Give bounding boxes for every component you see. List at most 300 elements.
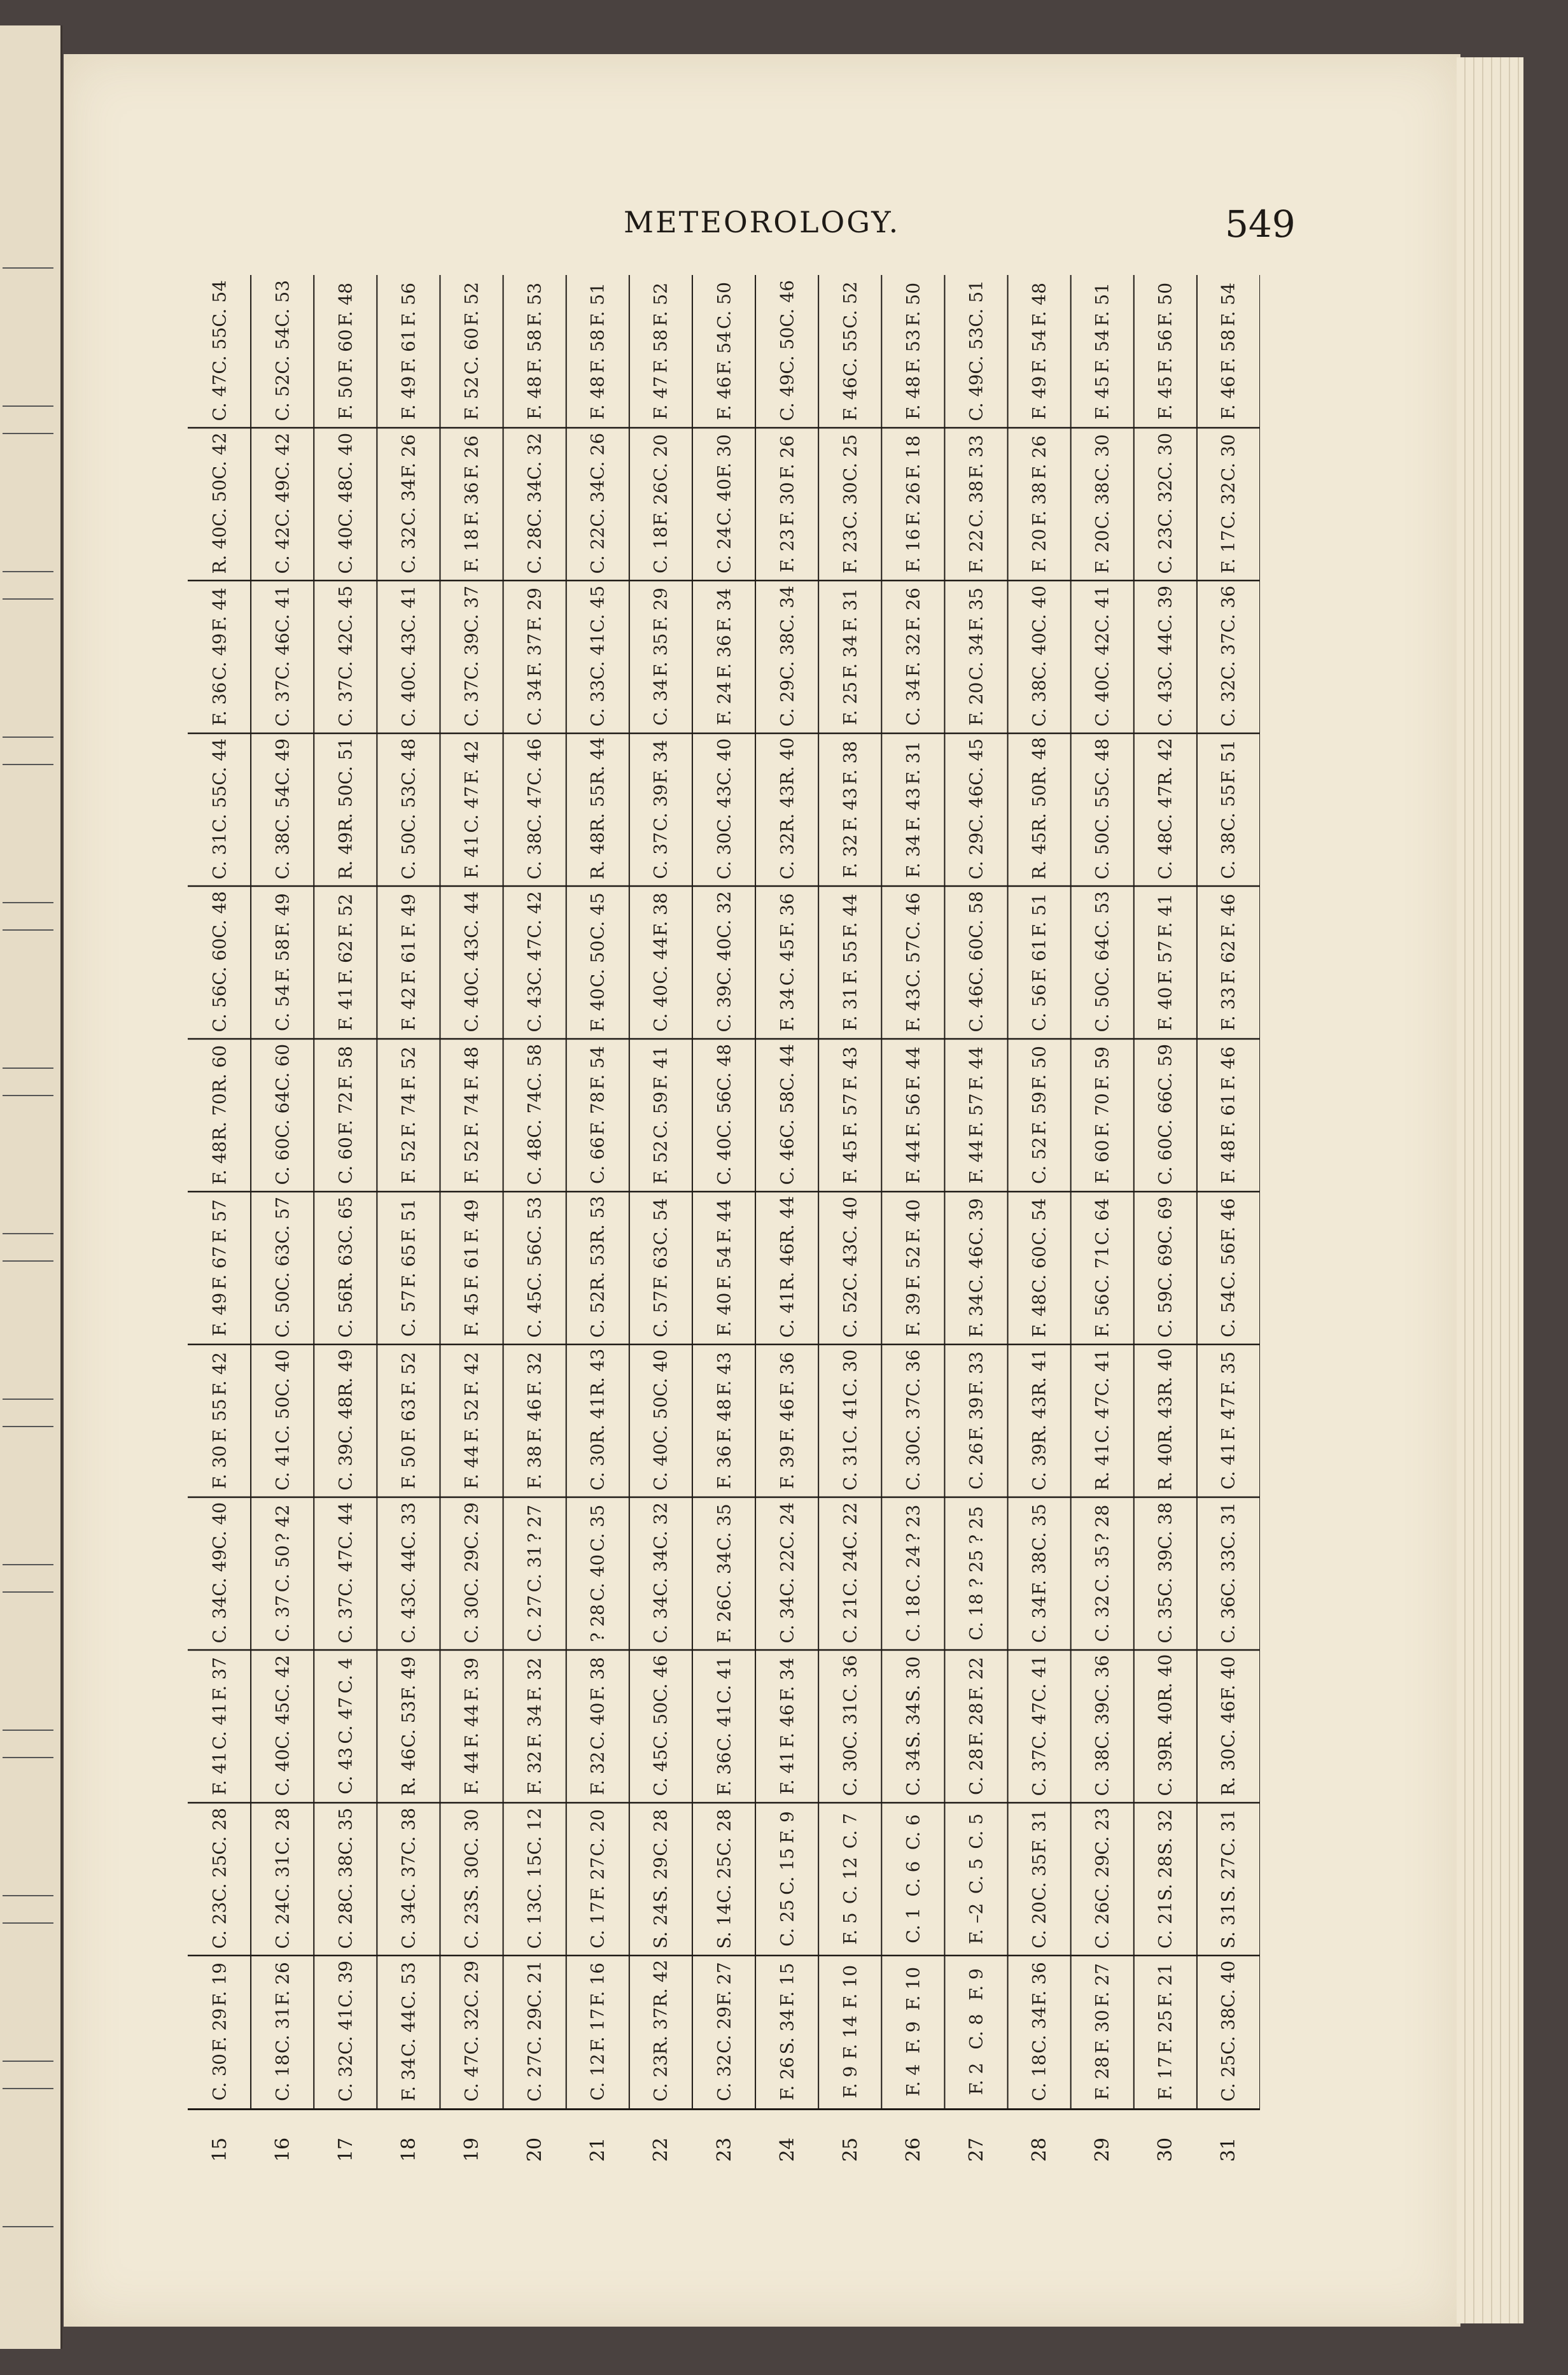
- reading-entry: C. 54: [1028, 1198, 1050, 1246]
- reading-entry: F. 60: [1091, 1140, 1113, 1184]
- reading-entry: C. 46: [965, 786, 987, 833]
- table-cell: [947, 1504, 1005, 1644]
- table-cell: [316, 1198, 374, 1338]
- reading-entry: C. 35: [587, 1505, 608, 1553]
- reading-entry: F. 44: [461, 1446, 482, 1490]
- page-title: METEOROLOGY.: [624, 205, 900, 239]
- reading-entry: F. 30: [713, 434, 734, 479]
- table-cell: [821, 434, 879, 574]
- reading-entry: R. 40: [1154, 1443, 1176, 1491]
- reading-entry: F. 44: [461, 1704, 482, 1749]
- reading-entry: C. 51: [335, 738, 356, 785]
- reading-entry: R. 43: [776, 785, 798, 833]
- reading-entry: C. 38: [335, 1855, 356, 1903]
- table-cell: [884, 1656, 942, 1796]
- reading-entry: C. 42: [272, 527, 293, 574]
- reading-entry: C. 56: [209, 985, 230, 1032]
- reading-entry: F. 60: [335, 329, 356, 374]
- reading-entry: F. 40: [902, 1199, 924, 1243]
- reading-entry: F. 51: [1091, 283, 1113, 327]
- table-cell: [190, 1198, 248, 1338]
- reading-entry: F. 34: [650, 740, 671, 784]
- reading-entry: C. 25: [839, 434, 861, 482]
- reading-entry: F. 47: [1217, 1397, 1239, 1441]
- table-cell: [1200, 740, 1257, 880]
- reading-entry: F. 48: [461, 1047, 482, 1090]
- table-cell: [821, 1656, 879, 1796]
- reading-entry: C. 40: [1028, 633, 1050, 680]
- reading-entry: F. 65: [398, 1244, 419, 1288]
- reading-entry: F. 28: [1091, 2057, 1113, 2101]
- reading-entry: F. 51: [587, 283, 608, 327]
- reading-entry: C. 42: [524, 891, 545, 939]
- reading-entry: C. 43: [713, 786, 734, 833]
- reading-entry: F. 27: [1091, 1963, 1113, 2007]
- reading-entry: F. 41: [461, 835, 482, 879]
- reading-entry: F. 23: [839, 530, 861, 574]
- reading-entry: C. 32: [1217, 680, 1239, 727]
- reading-entry: F. 46: [776, 1399, 798, 1443]
- reading-entry: F. 39: [776, 1446, 798, 1490]
- reading-entry: F. 33: [1217, 987, 1239, 1031]
- reading-entry: C. 41: [1091, 586, 1113, 633]
- reading-entry: F. 26: [776, 2057, 798, 2101]
- reading-entry: F. 35: [1217, 1351, 1239, 1396]
- reading-entry: C. 46: [272, 633, 293, 680]
- reading-entry: F. 32: [524, 1352, 545, 1396]
- table-cell: [190, 1962, 248, 2102]
- reading-entry: F. 26: [776, 435, 798, 479]
- reading-entry: F. 29: [650, 588, 671, 632]
- reading-entry: C. 32: [524, 433, 545, 481]
- reading-entry: F. 36: [1028, 1962, 1050, 2006]
- table-cell: [632, 1351, 690, 1491]
- reading-entry: R. 70: [209, 1093, 230, 1141]
- table-cell: [253, 1351, 311, 1491]
- table-cell: [947, 1962, 1005, 2102]
- reading-entry: C. 46: [1217, 1701, 1239, 1748]
- reading-entry: C. 34: [524, 679, 545, 726]
- reading-entry: C. 18: [965, 1593, 987, 1641]
- table-cell: [190, 587, 248, 727]
- reading-entry: F. 17: [587, 2008, 608, 2052]
- reading-entry: F. 40: [587, 988, 608, 1032]
- table-cell: [316, 1809, 374, 1949]
- table-cell: [632, 1962, 690, 2102]
- reading-entry: F. 48: [713, 1399, 734, 1443]
- table-cell: [1137, 1809, 1194, 1949]
- table-cell: [758, 281, 816, 421]
- reading-entry: F. 57: [1154, 940, 1176, 985]
- reading-entry: F. 16: [902, 529, 924, 573]
- reading-entry: F. 22: [965, 1657, 987, 1702]
- reading-entry: C. 35: [1028, 1854, 1050, 1901]
- reading-entry: C. 57: [902, 940, 924, 988]
- reading-entry: C. 40: [650, 1444, 671, 1491]
- reading-entry: R. 46: [398, 1748, 419, 1796]
- reading-entry: C. 30: [1091, 434, 1113, 482]
- reading-entry: C. 6: [902, 1814, 924, 1850]
- reading-entry: C. 52: [272, 374, 293, 421]
- table-cell: [632, 1504, 690, 1644]
- reading-entry: C. 37: [902, 1397, 924, 1444]
- table-cell: [1137, 281, 1194, 421]
- reading-entry: C. 32: [335, 2055, 356, 2102]
- reading-entry: C. 37: [335, 1596, 356, 1644]
- table-cell: [821, 740, 879, 880]
- table-cell: [569, 892, 627, 1032]
- day-label: 22: [649, 2137, 672, 2162]
- reading-entry: ? 23: [902, 1505, 924, 1543]
- reading-entry: C. 28: [272, 1808, 293, 1856]
- reading-entry: S. 27: [1217, 1857, 1239, 1903]
- reading-entry: F. 15: [776, 1963, 798, 2007]
- reading-entry: C. 39: [461, 633, 482, 680]
- reading-entry: R. 53: [587, 1243, 608, 1292]
- reading-entry: C. 30: [839, 1749, 861, 1796]
- reading-entry: F. 44: [965, 1047, 987, 1090]
- reading-entry: C. 21: [839, 1596, 861, 1644]
- reading-entry: C. 41: [713, 1656, 734, 1704]
- table-cell: [442, 434, 500, 574]
- reading-entry: F. 53: [902, 329, 924, 374]
- reading-entry: F. 43: [902, 787, 924, 832]
- table-cell: [1074, 1045, 1131, 1185]
- reading-entry: F. 61: [398, 329, 419, 374]
- table-cell: [1074, 1504, 1131, 1644]
- previous-page-strip: [3, 1922, 53, 2062]
- reading-entry: S. 24: [650, 1903, 671, 1949]
- reading-entry: F. 40: [1217, 1656, 1239, 1701]
- reading-entry: F. 61: [398, 940, 419, 985]
- reading-entry: C. 27: [524, 1595, 545, 1642]
- reading-entry: C. 23: [1091, 1808, 1113, 1856]
- table-cell: [821, 1504, 879, 1644]
- reading-entry: F. 57: [209, 1199, 230, 1243]
- reading-entry: C. 46: [650, 1655, 671, 1703]
- table-cell: [442, 1504, 500, 1644]
- table-cell: [1074, 1351, 1131, 1491]
- reading-entry: F. 54: [713, 331, 734, 375]
- reading-entry: C. 49: [209, 1549, 230, 1597]
- table-cell: [379, 1656, 437, 1796]
- table-cell: [884, 1198, 942, 1338]
- reading-entry: C. 37: [461, 680, 482, 727]
- reading-entry: F. 22: [965, 529, 987, 574]
- day-labels: [188, 2108, 1260, 2187]
- table-cell: [442, 1656, 500, 1796]
- reading-entry: C. 39: [1154, 1749, 1176, 1796]
- reading-entry: C. 36: [1091, 1655, 1113, 1703]
- day-label: 23: [713, 2137, 735, 2162]
- table-cell: [379, 740, 437, 880]
- reading-entry: F. 52: [398, 1047, 419, 1090]
- reading-entry: F. 58: [650, 329, 671, 374]
- table-cell: [884, 587, 942, 727]
- reading-entry: F. 19: [209, 1963, 230, 2007]
- reading-entry: C. 24: [776, 1502, 798, 1550]
- reading-entry: C. 60: [1028, 1246, 1050, 1293]
- reading-entry: F. 42: [461, 740, 482, 785]
- reading-entry: R. 45: [1028, 832, 1050, 880]
- reading-entry: R. 40: [1154, 1654, 1176, 1702]
- table-cell: [379, 281, 437, 421]
- day-label: 28: [1028, 2137, 1051, 2162]
- reading-entry: C. 39: [1154, 1549, 1176, 1597]
- reading-entry: F. 55: [839, 940, 861, 985]
- reading-entry: F. 32: [587, 1751, 608, 1796]
- reading-entry: C. 60: [272, 1138, 293, 1185]
- reading-entry: C. 47: [335, 1697, 356, 1745]
- reading-entry: F. 24: [713, 682, 734, 726]
- reading-entry: F. 32: [524, 1751, 545, 1795]
- reading-entry: F. 29: [209, 2008, 230, 2052]
- table-cell: [821, 281, 879, 421]
- reading-entry: C. 26: [965, 1442, 987, 1490]
- reading-entry: C. 41: [587, 633, 608, 680]
- reading-entry: F. 52: [650, 283, 671, 327]
- reading-entry: C. 20: [1028, 1901, 1050, 1949]
- table-cell: [1200, 1656, 1257, 1796]
- reading-entry: C. 47: [524, 786, 545, 833]
- reading-entry: C. 41: [839, 1397, 861, 1444]
- reading-entry: C. 34: [713, 1551, 734, 1599]
- table-cell: [1074, 740, 1131, 880]
- reading-entry: C. 34: [398, 479, 419, 526]
- previous-page-strip: [3, 1426, 53, 1565]
- reading-entry: C. 40: [335, 527, 356, 574]
- reading-entry: S. 28: [1154, 1856, 1176, 1901]
- reading-entry: C. 49: [209, 633, 230, 680]
- reading-entry: C. 47: [461, 786, 482, 833]
- reading-entry: F. 53: [524, 283, 545, 327]
- reading-entry: C. 71: [1091, 1246, 1113, 1293]
- reading-entry: F. 61: [1217, 1093, 1239, 1138]
- reading-entry: R. 40: [1154, 1348, 1176, 1396]
- reading-entry: C. 53: [398, 1962, 419, 2010]
- table-cell: [947, 434, 1005, 574]
- table-cell: [821, 587, 879, 727]
- reading-entry: F. 32: [839, 835, 861, 878]
- table-cell: [379, 1504, 437, 1644]
- reading-entry: R. 30: [1217, 1748, 1239, 1796]
- reading-entry: C. 29: [461, 1549, 482, 1597]
- reading-entry: C. 29: [713, 2006, 734, 2054]
- reading-entry: C. 32: [776, 833, 798, 880]
- reading-entry: C. 5: [965, 1858, 987, 1894]
- reading-entry: C. 12: [839, 1857, 861, 1905]
- reading-entry: C. 40: [209, 1502, 230, 1550]
- reading-entry: C. 49: [776, 374, 798, 421]
- reading-entry: F. 41: [209, 1751, 230, 1796]
- reading-entry: F. 46: [1217, 1198, 1239, 1243]
- reading-entry: F. 27: [587, 1857, 608, 1901]
- reading-entry: F. 58: [272, 939, 293, 983]
- reading-entry: C. 56: [1028, 984, 1050, 1032]
- table-cell: [379, 1045, 437, 1185]
- table-cell: [569, 1504, 627, 1644]
- table-cell: [1011, 434, 1068, 574]
- table-cell: [695, 434, 753, 574]
- reading-entry: C. 1: [902, 1908, 924, 1944]
- reading-entry: C. 37: [272, 680, 293, 727]
- reading-entry: F. 14: [839, 2015, 861, 2060]
- reading-entry: C. 18: [650, 526, 671, 574]
- reading-entry: C. 38: [965, 481, 987, 528]
- table-cell: [253, 1198, 311, 1338]
- reading-entry: C. 44: [398, 2010, 419, 2057]
- reading-entry: C. 37: [1028, 1749, 1050, 1796]
- reading-entry: F. 63: [650, 1246, 671, 1290]
- reading-entry: F. 46: [1217, 894, 1239, 938]
- reading-entry: C. 41: [209, 1703, 230, 1750]
- reading-entry: F. 48: [209, 1141, 230, 1185]
- reading-entry: C. 41: [776, 1291, 798, 1338]
- reading-entry: F. 31: [839, 588, 861, 632]
- reading-entry: S. 14: [713, 1903, 734, 1949]
- table-cell: [253, 434, 311, 574]
- reading-entry: S. 31: [1217, 1903, 1239, 1949]
- table-cell: [1137, 1656, 1194, 1796]
- reading-entry: F. 45: [839, 1140, 861, 1184]
- table-cell: [569, 1045, 627, 1185]
- reading-entry: F. 31: [1028, 1809, 1050, 1854]
- reading-entry: R. 50: [335, 784, 356, 833]
- reading-entry: C. 47: [209, 374, 230, 421]
- reading-entry: F. 52: [335, 894, 356, 938]
- reading-entry: C. 60: [965, 938, 987, 986]
- table-cell: [442, 587, 500, 727]
- table-cell: [758, 1198, 816, 1338]
- reading-entry: C. 41: [1217, 1442, 1239, 1490]
- reading-entry: C. 49: [965, 374, 987, 421]
- reading-entry: F. 38: [1028, 1551, 1050, 1596]
- table-cell: [1011, 587, 1068, 727]
- reading-entry: F. 25: [1154, 2010, 1176, 2054]
- reading-entry: C. 42: [209, 432, 230, 480]
- reading-entry: F. 38: [1028, 482, 1050, 526]
- reading-entry: C. 34: [776, 586, 798, 633]
- reading-entry: R. 41: [587, 1396, 608, 1444]
- reading-entry: F. 36: [461, 482, 482, 526]
- table-cell: [190, 1351, 248, 1491]
- reading-entry: F. 54: [1217, 283, 1239, 327]
- table-cell: [758, 1962, 816, 2102]
- table-cell: [379, 1351, 437, 1491]
- reading-entry: C. 15: [524, 1855, 545, 1903]
- table-cell: [569, 1351, 627, 1491]
- table-cell: [1200, 1045, 1257, 1185]
- table-cell: [884, 281, 942, 421]
- reading-entry: C. 49: [272, 480, 293, 528]
- reading-entry: C. 46: [776, 1138, 798, 1185]
- reading-entry: F. 58: [1217, 329, 1239, 374]
- table-cell: [569, 281, 627, 421]
- table-cell: [1074, 1198, 1131, 1338]
- table-cell: [442, 892, 500, 1032]
- reading-entry: C. 39: [965, 1198, 987, 1246]
- reading-entry: C. 7: [839, 1813, 861, 1849]
- reading-entry: C. 31: [272, 2006, 293, 2054]
- reading-entry: C. 74: [524, 1091, 545, 1139]
- reading-entry: F. 46: [839, 377, 861, 421]
- reading-entry: F. 25: [839, 682, 861, 726]
- table-cell: [1200, 892, 1257, 1032]
- table-cell: [569, 737, 627, 880]
- reading-entry: F. 49: [209, 1293, 230, 1337]
- reading-entry: R. 37: [650, 2007, 671, 2055]
- table-cell: [1137, 1198, 1194, 1338]
- reading-entry: C. 41: [398, 586, 419, 633]
- reading-entry: C. 53: [965, 327, 987, 375]
- reading-entry: C. 12: [587, 2054, 608, 2101]
- reading-entry: F. 49: [398, 894, 419, 938]
- reading-entry: C. 32: [650, 1502, 671, 1550]
- table-cell: [569, 1198, 627, 1338]
- reading-entry: C. 31: [209, 833, 230, 880]
- reading-entry: C. 40: [587, 1703, 608, 1750]
- table-cell: [1074, 892, 1131, 1032]
- reading-entry: C. 34: [587, 480, 608, 528]
- reading-entry: R. 53: [587, 1196, 608, 1244]
- reading-entry: C. 46: [965, 985, 987, 1032]
- reading-entry: C. 40: [713, 738, 734, 786]
- table-cell: [632, 587, 690, 727]
- reading-entry: C. 53: [398, 1701, 419, 1748]
- reading-entry: C. 37: [461, 586, 482, 633]
- reading-entry: F. 26: [902, 482, 924, 526]
- reading-entry: F. 2: [965, 2062, 987, 2096]
- table-cell: [947, 1045, 1005, 1185]
- table-cell: [316, 1504, 374, 1644]
- reading-entry: C. 54: [1217, 1290, 1239, 1338]
- reading-entry: C. 46: [965, 1246, 987, 1293]
- day-label: 15: [208, 2137, 231, 2162]
- table-cell: [1137, 1045, 1194, 1185]
- reading-entry: F. 34: [839, 635, 861, 679]
- reading-entry: C. 26: [1091, 1902, 1113, 1949]
- table-cell: [632, 892, 690, 1032]
- table-cell: [632, 1656, 690, 1796]
- table-cell: [253, 1962, 311, 2102]
- reading-entry: C. 38: [1091, 482, 1113, 530]
- reading-entry: C. 40: [713, 1138, 734, 1185]
- reading-entry: C. 40: [272, 1749, 293, 1796]
- reading-entry: F. 44: [209, 588, 230, 632]
- reading-entry: S. 30: [902, 1656, 924, 1703]
- table-cell: [506, 434, 564, 574]
- reading-entry: F. 36: [713, 635, 734, 679]
- reading-entry: C. 40: [1217, 1961, 1239, 2008]
- reading-entry: R. 48: [1028, 737, 1050, 785]
- reading-entry: F. 20: [965, 682, 987, 726]
- reading-entry: C. 31: [839, 1702, 861, 1750]
- reading-entry: C. 36: [902, 1350, 924, 1397]
- reading-entry: C. 56: [713, 1091, 734, 1139]
- reading-entry: F. 49: [398, 376, 419, 420]
- reading-entry: F. 17: [1217, 530, 1239, 574]
- reading-entry: C. 34: [650, 1596, 671, 1644]
- table-cell: [316, 1351, 374, 1491]
- reading-entry: C. 53: [272, 280, 293, 328]
- reading-entry: C. 30: [461, 1596, 482, 1644]
- reading-entry: C. 43: [398, 633, 419, 680]
- table-cell: [569, 1809, 627, 1949]
- reading-entry: C. 55: [1217, 784, 1239, 832]
- reading-entry: C. 39: [1091, 1702, 1113, 1750]
- reading-entry: R. 42: [1154, 738, 1176, 786]
- reading-entry: C. 37: [398, 1855, 419, 1903]
